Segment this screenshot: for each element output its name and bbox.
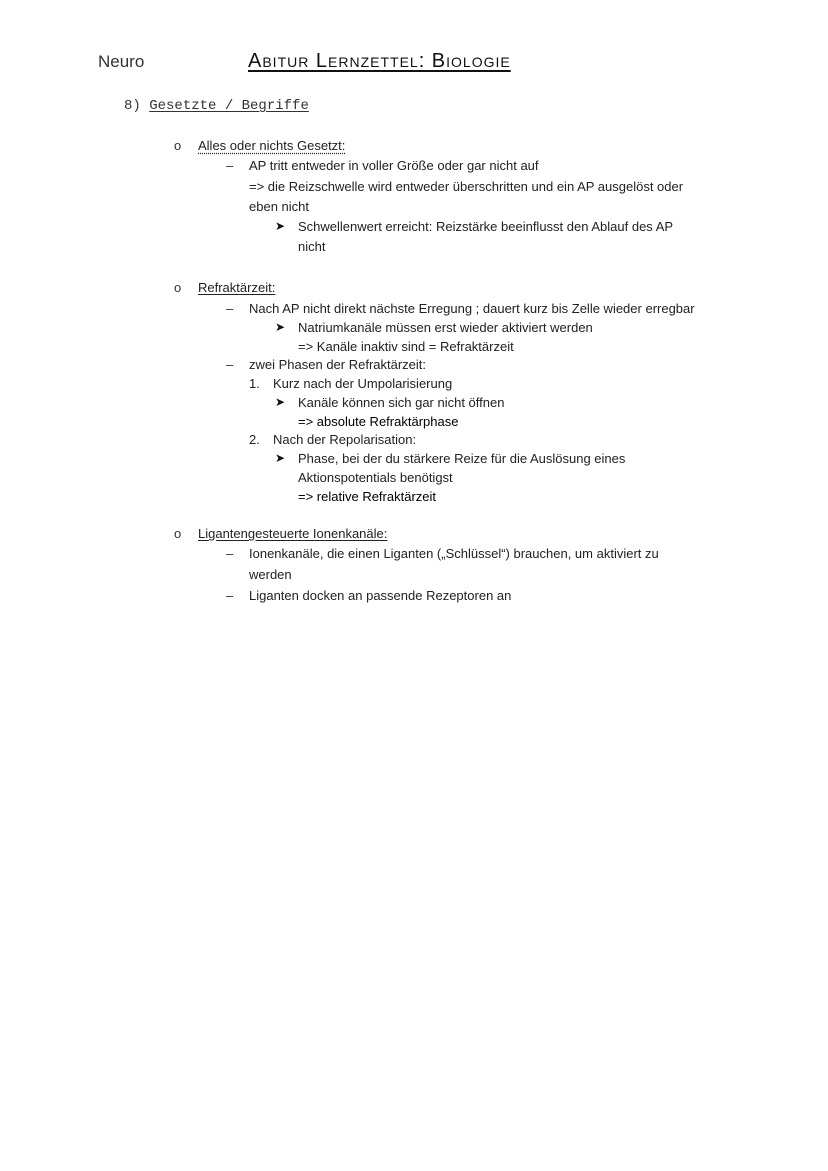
dash-bullet-icon: – bbox=[226, 546, 234, 561]
text-line-result: => absolute Refraktärphase bbox=[298, 414, 459, 429]
text-line: => die Reizschwelle wird entweder überschritten und ein AP ausgelöst oder bbox=[249, 179, 684, 194]
text-line: eben nicht bbox=[249, 199, 309, 214]
circle-bullet-icon: o bbox=[174, 526, 182, 541]
text-line: => Kanäle inaktiv sind = Refraktärzeit bbox=[298, 339, 514, 354]
text-line: Nach der Repolarisation: bbox=[273, 432, 417, 447]
circle-bullet-icon: o bbox=[174, 280, 182, 295]
text-line: Ionenkanäle, die einen Liganten („Schlüssel“) brauchen, um aktiviert zu bbox=[249, 546, 659, 561]
dash-bullet-icon: – bbox=[226, 301, 234, 316]
text-line: AP tritt entweder in voller Größe oder gar nicht auf bbox=[249, 158, 539, 173]
text-line: zwei Phasen der Refraktärzeit: bbox=[249, 357, 427, 372]
topic-heading-ionenkanaele: Ligantengesteuerte Ionenkanäle: bbox=[198, 526, 388, 541]
arrow-bullet-icon: ➤ bbox=[275, 451, 286, 465]
arrow-bullet-icon: ➤ bbox=[275, 395, 286, 409]
subject-label: Neuro bbox=[98, 52, 145, 71]
text-line-result: => relative Refraktärzeit bbox=[298, 489, 437, 504]
arrow-bullet-icon: ➤ bbox=[275, 219, 286, 233]
page-title: Abitur Lernzettel: Biologie bbox=[248, 50, 511, 72]
text-line: Kanäle können sich gar nicht öffnen bbox=[298, 395, 505, 410]
text-line: Nach AP nicht direkt nächste Erregung ; dauert kurz bis Zelle wieder erregbar bbox=[249, 301, 695, 316]
list-number: 1. bbox=[249, 376, 260, 391]
section-title: Gesetzte / Begriffe bbox=[149, 98, 309, 114]
text-line: Kurz nach der Umpolarisierung bbox=[273, 376, 453, 391]
topic-heading-alles-oder-nichts: Alles oder nichts Gesetzt: bbox=[198, 138, 346, 153]
list-number: 2. bbox=[249, 432, 260, 447]
text-line: Natriumkanäle müssen erst wieder aktiviert werden bbox=[298, 320, 593, 335]
dash-bullet-icon: – bbox=[226, 158, 234, 173]
text-line: Liganten docken an passende Rezeptoren an bbox=[249, 588, 512, 603]
text-line: Schwellenwert erreicht: Reizstärke beeinflusst den Ablauf des AP bbox=[298, 219, 674, 234]
section-heading bbox=[124, 98, 309, 114]
section-number: 8) bbox=[124, 98, 141, 114]
text-line: werden bbox=[249, 567, 292, 582]
topic-heading-refraktaerzeit: Refraktärzeit: bbox=[198, 280, 276, 295]
text-line: Aktionspotentials benötigst bbox=[298, 470, 453, 485]
dash-bullet-icon: – bbox=[226, 588, 234, 603]
text-line: nicht bbox=[298, 239, 326, 254]
circle-bullet-icon: o bbox=[174, 138, 182, 153]
dash-bullet-icon: – bbox=[226, 357, 234, 372]
text-line: Phase, bei der du stärkere Reize für die Auslösung eines bbox=[298, 451, 626, 466]
arrow-bullet-icon: ➤ bbox=[275, 320, 286, 334]
